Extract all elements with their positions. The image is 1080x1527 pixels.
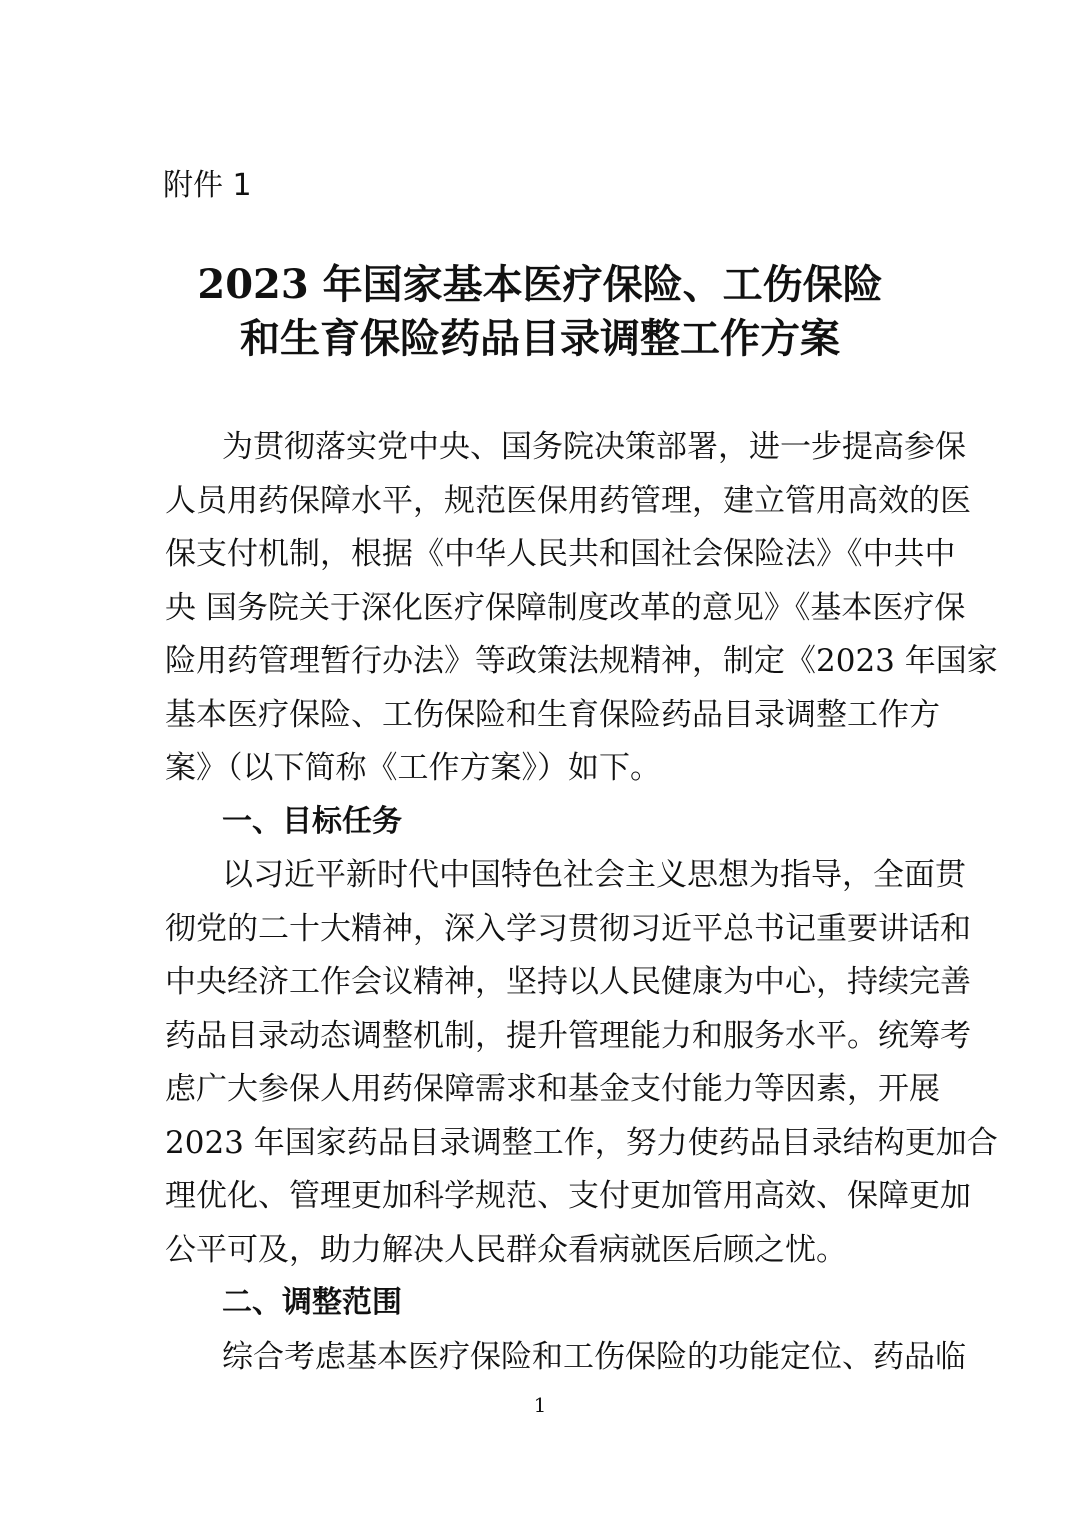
intro-line: 保支付机制，根据《中华人民共和国社会保险法》《中共中	[165, 536, 956, 572]
intro-line: 为贯彻落实党中央、国务院决策部署，进一步提高参保	[222, 429, 966, 465]
intro-line: 案》（以下简称《工作方案》）如下。	[165, 750, 661, 786]
goals-line: 虑广大参保人用药保障需求和基金支付能力等因素，开展	[165, 1071, 940, 1107]
goals-line: 理优化、管理更加科学规范、支付更加管用高效、保障更加	[165, 1178, 971, 1214]
intro-line: 基本医疗保险、工伤保险和生育保险药品目录调整工作方	[165, 697, 940, 733]
goals-line: 公平可及，助力解决人民群众看病就医后顾之忧。	[165, 1232, 847, 1268]
intro-line: 央 国务院关于深化医疗保障制度改革的意见》《基本医疗保	[165, 590, 966, 626]
title-line-2: 和生育保险药品目录调整工作方案	[240, 315, 840, 362]
goals-line: 彻党的二十大精神，深入学习贯彻习近平总书记重要讲话和	[165, 911, 971, 947]
goals-line: 药品目录动态调整机制，提升管理能力和服务水平。统筹考	[165, 1018, 971, 1054]
goals-line: 2023 年国家药品目录调整工作，努力使药品目录结构更加合	[165, 1125, 998, 1161]
section-heading-scope: 二、调整范围	[222, 1285, 402, 1320]
goals-line: 中央经济工作会议精神，坚持以人民健康为中心，持续完善	[165, 964, 971, 1000]
page-number: 1	[533, 1393, 547, 1417]
attachment-label: 附件 1	[163, 168, 252, 203]
document-title	[0, 258, 1080, 366]
section-heading-goals: 一、目标任务	[222, 804, 402, 839]
scope-line: 综合考虑基本医疗保险和工伤保险的功能定位、药品临	[222, 1339, 966, 1375]
intro-line: 险用药管理暂行办法》等政策法规精神，制定《2023 年国家	[165, 643, 998, 679]
title-line-1: 2023 年国家基本医疗保险、工伤保险	[197, 261, 883, 308]
intro-line: 人员用药保障水平，规范医保用药管理，建立管用高效的医	[165, 483, 971, 519]
goals-line: 以习近平新时代中国特色社会主义思想为指导，全面贯	[222, 857, 966, 893]
